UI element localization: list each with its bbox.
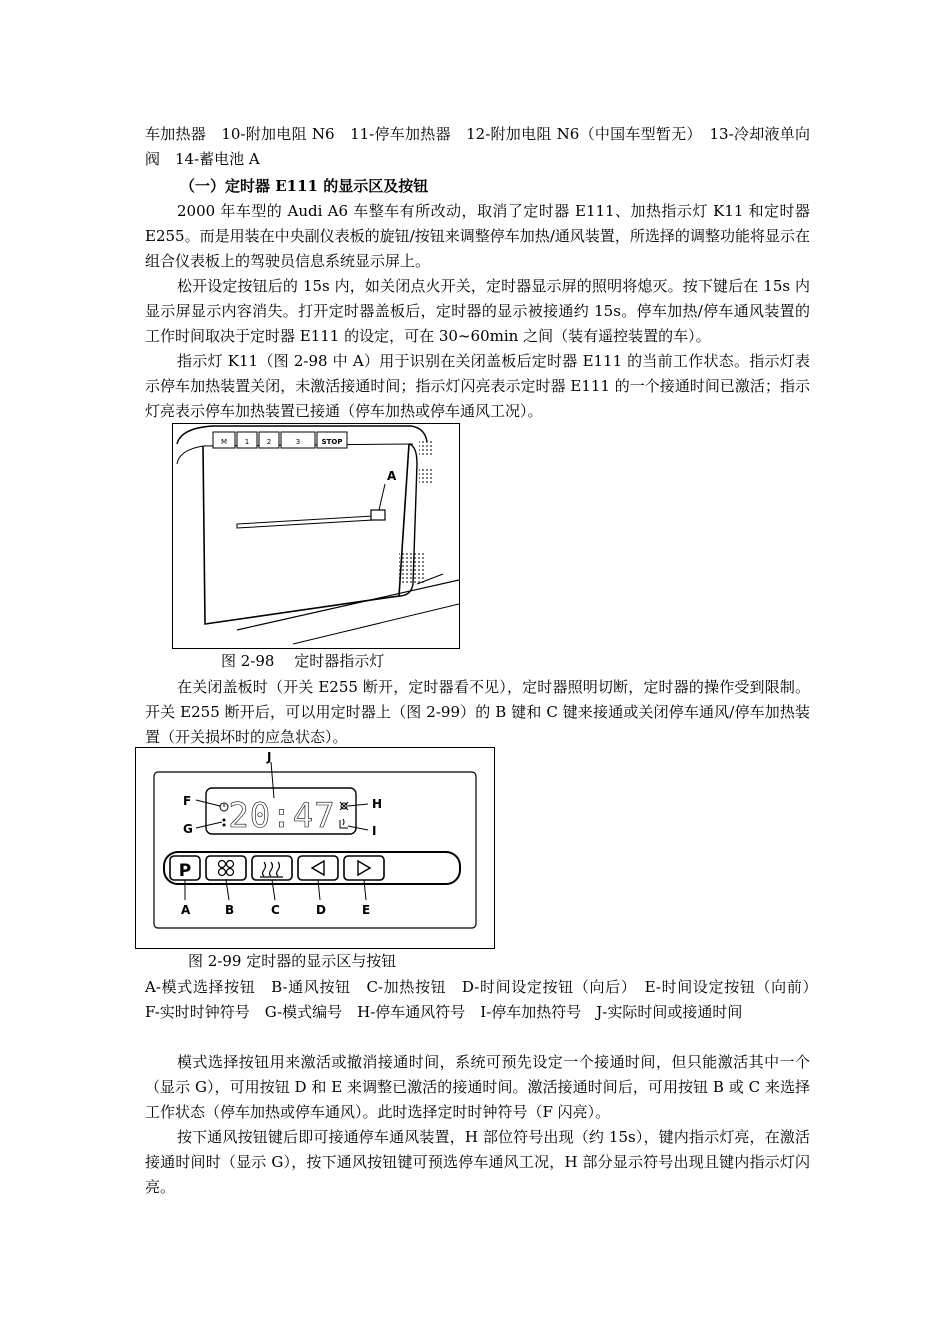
arrow-left-icon [312, 861, 324, 875]
button-p-label: P [178, 861, 192, 881]
ventilation-symbol-icon [340, 802, 348, 810]
paragraph-indicator-k11: 指示灯 K11（图 2-98 中 A）用于识别在关闭盖板后定时器 E111 的当前工作状态。指示灯表示停车加热装置关闭，未激活接通时间；指示灯闪亮表示定时器 E111 的一个接通时间已激活；指示灯亮表示停车加热装置已接通（停车加热或停车通风工况）。 [145, 352, 810, 420]
paragraph-mode-select: 模式选择按钮用来激活或撤消接通时间，系统可预先设定一个接通时间，但只能激活其中一个（显示 G），可用按钮 D 和 E 来调整已激活的接通时间。激活接通时间后，可用按钮 B 或 C 来选择工作状态（停车加热或停车通风）。此时选择定时时钟符号（F 闪亮）。 [145, 1053, 810, 1121]
label-b: B [225, 903, 235, 917]
heating-symbol-icon [340, 819, 348, 828]
caption-figure-2-99: 图 2-99 定时器的显示区与按钮 [188, 952, 397, 970]
legend-continuation: 车加热器 10-附加电阻 N6 11-停车加热器 12-附加电阻 N6（中国车型暂无） 13-冷却液单向阀 14-蓄电池 A [145, 125, 810, 168]
mode-number-icon [223, 819, 226, 822]
paragraph-display-timing: 松开设定按钮后的 15s 内，如关闭点火开关，定时器显示屏的照明将熄灭。按下键后在 15s 内显示屏显示内容消失。打开定时器盖板后，定时器的显示被接通约 15s。停车加热/停车通风装置的工作时间取决于定时器 E111 的设定，可在 30~60min 之间（装有遥控装置的车）。 [145, 277, 810, 345]
button-time-forward [344, 856, 384, 880]
paragraph-audi-a6: 2000 年车型的 Audi A6 车整车有所改动，取消了定时器 E111、加热指示灯 K11 和定时器 E255。而是用装在中央副仪表板的旋钮/按钮来调整停车加热/通风装置，所选择的调整功能将显示在组合仪表板上的驾驶员信息系统显示屏上。 [145, 202, 810, 270]
timer-button-2: 2 [266, 438, 272, 446]
indicator-lamp-k11 [371, 510, 385, 520]
paragraph-cover-closed: 在关闭盖板时（开关 E255 断开，定时器看不见），定时器照明切断，定时器的操作受到限制。开关 E255 断开后，可以用定时器上（图 2-99）的 B 键和 C 键来接通或关闭停车通风/停车加热装置（开关损坏时的应急状态）。 [145, 678, 810, 746]
timer-button-stop: STOP [321, 438, 343, 446]
figure-2-99-legend: A-模式选择按钮 B-通风按钮 C-加热按钮 D-时间设定按钮（向后） E-时间设定按钮（向前） F-实时时钟符号 G-模式编号 H-停车通风符号 I-停车加热符号 J-实际时间或接通时间 [145, 978, 826, 1021]
label-g: G [183, 822, 193, 836]
label-j: J [267, 750, 272, 764]
section-heading: （一）定时器 E111 的显示区及按钮 [180, 177, 429, 195]
button-ventilation [206, 856, 246, 880]
label-d: D [316, 903, 326, 917]
timer-button-1: 1 [244, 438, 250, 446]
caption-figure-2-98: 图 2-98 定时器指示灯 [221, 652, 385, 670]
display-time: 20:47 [228, 796, 336, 836]
arrow-right-icon [358, 861, 370, 875]
timer-button-m: M [220, 438, 228, 446]
vent-top-icon [419, 440, 433, 456]
label-f: F [183, 794, 192, 808]
timer-panel-drawing [136, 748, 494, 948]
label-c: C [271, 903, 280, 917]
heat-icon [260, 862, 283, 877]
timer-indicator-drawing [173, 424, 459, 648]
figure-2-98 [172, 423, 460, 649]
figure-2-99 [135, 747, 495, 949]
label-a2: A [181, 903, 191, 917]
timer-button-3: 3 [295, 438, 301, 446]
button-time-back [298, 856, 338, 880]
paragraph-ventilation: 按下通风按钮键后即可接通停车通风装置，H 部位符号出现（约 15s），键内指示灯亮，在激活接通时间时（显示 G），按下通风按钮键可预选停车通风工况，H 部分显示符号出现且键内指示灯闪亮。 [145, 1128, 810, 1196]
fan-icon [219, 861, 234, 876]
label-h: H [372, 797, 383, 811]
vent-bottom-icon [399, 552, 425, 584]
label-i: I [372, 824, 377, 838]
label-a: A [387, 469, 397, 483]
label-e: E [362, 903, 371, 917]
vent-middle-icon [419, 468, 433, 484]
